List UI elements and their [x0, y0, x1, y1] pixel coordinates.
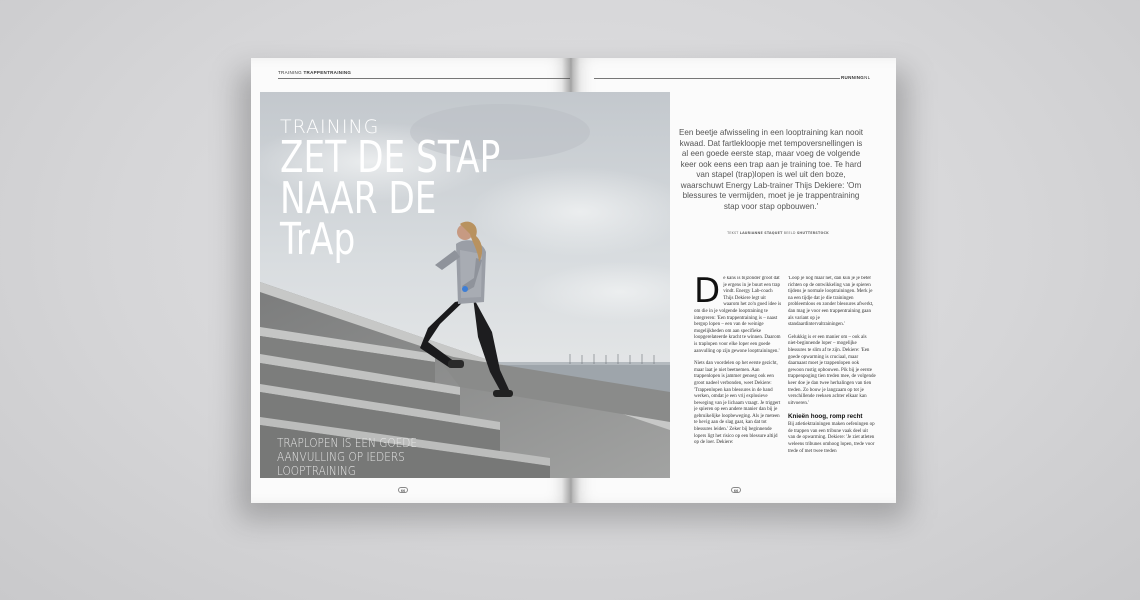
running-head-suffix: NL	[864, 75, 871, 80]
credits-line	[698, 231, 858, 235]
left-header-rule	[278, 78, 570, 79]
col1-paragraph-2: Niets dan voordelen op het eerste gezicht, maar laat je niet beetnemen. Aan trappenlopen is jammer genoeg ook een groot nadeel verbonden, weet Dekiere: 'Trappenlopen kan blessures in de hand werken, omdat je een vrij explosieve beweging van je lichaam vraagt. Je triggert je spieren op een andere manier dan bij je gebruikelijke loopbeweging. Als je meteen te hevig aan de slag gaat, kan dat tot blessures leiden.' Zeker bij beginnende lopers ligt het risico op een blessure altijd op de loer. Dekiere:	[694, 361, 781, 446]
running-head-topic: TRAPPENTRAINING	[303, 70, 352, 75]
right-folio: 66	[731, 487, 741, 493]
credit-author: LAURIANNE STAQUET	[739, 231, 783, 235]
col1-paragraph-1: e kans is bijzonder groot dat je ergens in je buurt een trap vindt. Energy Lab-coach Thijs Dekiere legt uit waarom het zo'n goed idee is om die in je volgende looptraining te integreren: 'Een trappentraining is – naast bergop lopen – een van de weinige mogelijkheden om aan specifieke loopgerelateerde kracht te winnen. Daarom is traplopen voor elke loper een goede aanvulling op zijn gewone looptrainingen.'	[694, 276, 782, 354]
body-column-1	[694, 276, 782, 482]
left-folio: 66	[398, 487, 408, 493]
credit-label-text: TEKST	[727, 231, 739, 235]
subhead: TRAPLOPEN IS EEN GOEDE AANVULLING OP IEDERS LOOPTRAINING	[277, 435, 418, 478]
body-column-2	[788, 276, 876, 482]
col2-paragraph-3: Bij atletiektrainingen maken oefeningen op de trappen van een tribune vaak deel uit van de opwarming. Dekiere: 'Je ziet atleten weleens tribunes omhoog lopen, trede voor trede of met twee treden	[788, 422, 875, 454]
credit-label-photo: BEELD	[783, 231, 796, 235]
col2-heading: Knieën hoog, romp recht	[788, 413, 863, 421]
left-running-head	[278, 70, 351, 75]
col2-paragraph-2: Gelukkig is er een manier om – ook als niet-beginnende loper – mogelijke blessures te slim af te zijn. Dekiere: 'Een goede opwarming is cruciaal, maar daarnaast moet je trappenlopen ook gewoon rustig opbouwen. Pik bij je eerste trappenpoging tien treden mee, de volgende keer doe je dan twee herhalingen van tien treden. Zo bouw je langzaam op tot je verschillende reeksen achter elkaar kan uitvoeren.'	[788, 334, 876, 406]
col2-paragraph-1: 'Loop je nog maar net, dan kun je je beter richten op de ontwikkeling van je spieren tijdens je normale looptrainingen. Merk je na een tijdje dat je die trainingen probleemloos en zonder blessures afwerkt, dan mag je voor een trappentraining gaan als variant op je standaardintervaltrainingen.'	[788, 276, 874, 328]
right-header-rule	[594, 78, 840, 79]
headline-kicker: TRAINING	[280, 116, 380, 138]
intro-paragraph: Een beetje afwisseling in een looptraining kan nooit kwaad. Dat fartlekloopje met tempoversnellingen is al een goede eerste stap, maar voeg de volgende keer ook eens een trap aan je training toe. Te hard van stapel (trap)lopen is wel uit den boze, waarschuwt Energy Lab-trainer Thijs Dekiere: 'Om blessures te vermijden, moet je je trappentraining stap voor stap opbouwen.'	[678, 128, 864, 211]
headline-line-3: TrAp	[280, 214, 356, 265]
running-head-brand: RUNNING	[841, 75, 865, 80]
credit-photo: SHUTTERSTOCK	[796, 231, 829, 235]
running-head-section: TRAINING	[278, 70, 302, 75]
headline-line-1: ZET DE STAP	[280, 132, 501, 183]
drop-cap: D	[694, 276, 721, 311]
headline-block	[280, 116, 563, 265]
headline-line-2: NAAR DE	[280, 173, 437, 224]
right-running-head	[841, 75, 870, 80]
